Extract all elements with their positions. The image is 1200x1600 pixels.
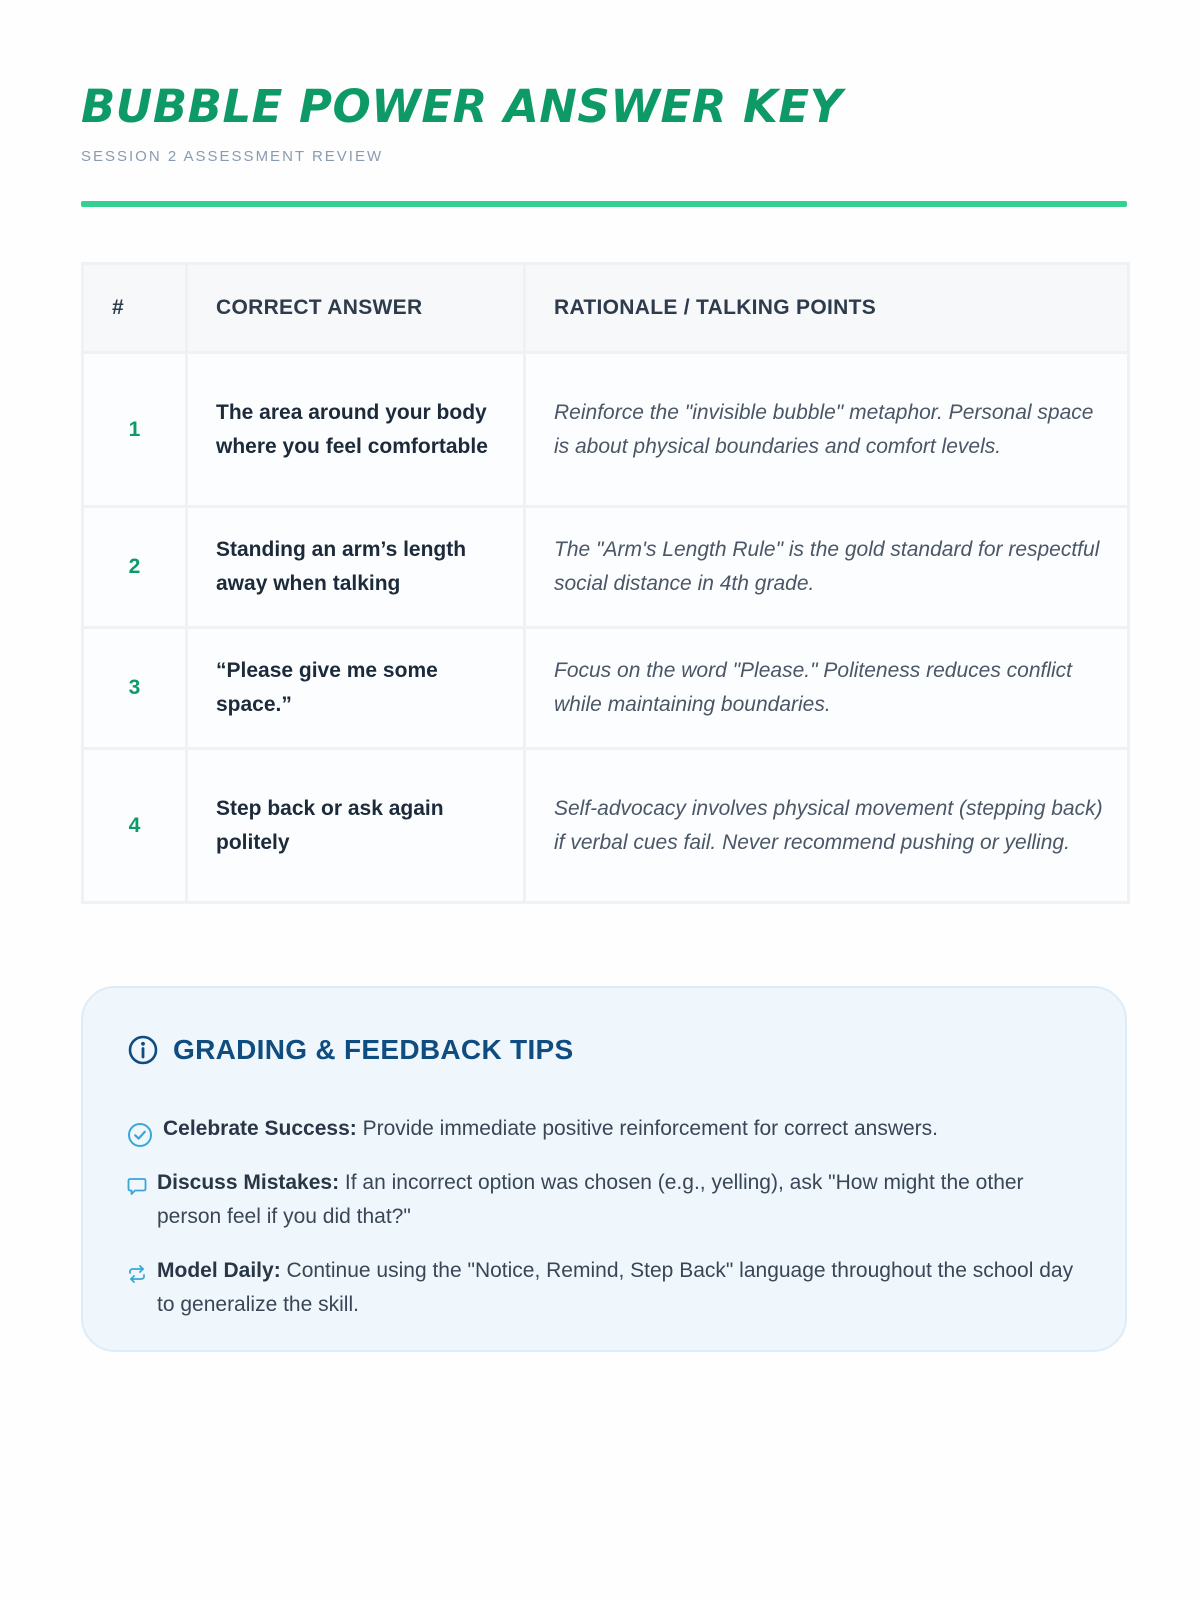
- tips-title: GRADING & FEEDBACK TIPS: [173, 1034, 574, 1065]
- grading-tips-panel: [81, 986, 1127, 1352]
- correct-answer: Standing an arm’s length away when talking: [187, 507, 525, 628]
- page-title: BUBBLE POWER ANSWER KEY: [81, 80, 843, 133]
- column-header-number: #: [83, 264, 187, 353]
- tip-item: [127, 1254, 1077, 1322]
- tip-text: Provide immediate positive reinforcement for correct answers.: [356, 1117, 939, 1140]
- row-number: 1: [83, 353, 187, 507]
- tip-item: [127, 1112, 1077, 1148]
- correct-answer: The area around your body where you feel comfortable: [187, 353, 525, 507]
- table-row: [83, 749, 1129, 903]
- title-divider: [81, 201, 1127, 207]
- table-row: [83, 507, 1129, 628]
- correct-answer: Step back or ask again politely: [187, 749, 525, 903]
- rationale: Self-advocacy involves physical movement (stepping back) if verbal cues fail. Never recommend pushing or yelling.: [525, 749, 1129, 903]
- tips-heading: [127, 1034, 573, 1066]
- column-header-rationale: RATIONALE / TALKING POINTS: [525, 264, 1129, 353]
- row-number: 4: [83, 749, 187, 903]
- row-number: 2: [83, 507, 187, 628]
- tip-text: If an incorrect option was chosen (e.g., yelling), ask "How might the other person feel if you did that?": [157, 1171, 1024, 1228]
- tip-text: Continue using the "Notice, Remind, Step Back" language throughout the school day to generalize the skill.: [157, 1259, 1074, 1316]
- row-number: 3: [83, 628, 187, 749]
- chat-bubble-icon: [127, 1175, 147, 1197]
- rationale: The "Arm's Length Rule" is the gold standard for respectful social distance in 4th grade.: [525, 507, 1129, 628]
- table-row: [83, 628, 1129, 749]
- table-header-row: [83, 264, 1129, 353]
- check-circle-icon: [127, 1122, 153, 1148]
- answer-key-table: [81, 262, 1130, 904]
- tip-label: Discuss Mistakes:: [157, 1171, 340, 1194]
- column-header-correct-answer: CORRECT ANSWER: [187, 264, 525, 353]
- tip-label: Model Daily:: [157, 1259, 281, 1282]
- tip-item: [127, 1166, 1077, 1234]
- rationale: Focus on the word "Please." Politeness reduces conflict while maintaining boundaries.: [525, 628, 1129, 749]
- table-row: [83, 353, 1129, 507]
- repeat-icon: [127, 1263, 147, 1285]
- page-subtitle: SESSION 2 ASSESSMENT REVIEW: [81, 148, 384, 165]
- rationale: Reinforce the "invisible bubble" metaphor. Personal space is about physical boundaries and comfort levels.: [525, 353, 1129, 507]
- tip-label: Celebrate Success:: [163, 1117, 357, 1140]
- info-icon: [127, 1034, 159, 1066]
- correct-answer: “Please give me some space.”: [187, 628, 525, 749]
